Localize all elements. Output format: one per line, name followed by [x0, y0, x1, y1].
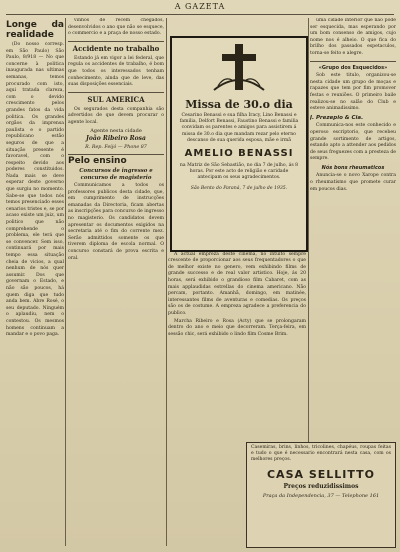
deceased-name: AMELIO BENASSI — [184, 148, 294, 160]
missa-title: Missa de 30.o dia — [185, 98, 293, 111]
article-body: Os segurados desta companhia são advertidos de que devem procurar o agente local. — [68, 106, 164, 125]
headline-longe: Longe da realidade — [6, 20, 64, 40]
missa-body: na Matriz de São Sebastião, no dia 7 de julho, ás 8 horas. Por este acto de religião e caridade antecipam os seus agradecimentos. — [179, 163, 299, 181]
headline-prezepio: J. Prezepio & Cia. — [310, 114, 364, 121]
headline-rheumaticos: Nós bons rheumaticos — [321, 164, 385, 171]
article-snippet: uma cidade interior que não pode ser esquecida, mas esperando por um bom consenso de amigos, cujo nome nos é alheio. O que fica do brilho dos passados espetaculos, torna-se feito e alegre. — [310, 18, 396, 56]
article-body: A actual empreza deste cinema, no intuito sempre crescente de proporcionar aos seus frequentadores o que de melhor existe no genero, vem exhibindo films de grande successo e de real valor artistico. Hoje, ás 20 horas, será exhibido o grandioso film Cabaret, com as mais applaudidas estrellas do cinema americano. Não percam, portanto. Amanhã, domingo, em matinée, interessantes films de aventuras e comedias. Os preços são os de costume. A empreza agradece a preferencia do publico. — [168, 251, 306, 316]
ad-lead-text: Casemiras, brins, linhos, tricolines, chapéus, roupas feitas e tudo o que é necessario encontrará nesta casa, com os melhores preços. — [251, 445, 391, 463]
article-body: (Do nosso corresp. em São Paulo) São Paulo, 8/918 — No que concerne à politica inaugurada nas ultimas semanas, temos procurado com isto, aqui tratada clareza, com o devido crescimento pelos grandes fatos da vida politica. Os grandes orgãos da imprensa paulista e o partido republicano estão seguros de que a situação presente é favoravel, com o respeito devido aos poderes constituidos. Nada mais se deve esperar deste governo que surgiu no momento. Sabe-se que todos nós temos presenciado esses cenarios tristes e, se por acaso existe um juiz, um politico que não comprehende o problema, ele terá que se convencer. Sem isso, continuará por mais tempo essa situação cheia de vicios, a qual nenhum de nós quer assumir. Dos que governam o Estado, e não são poucos, há quem diga que tudo anda bem. Abre Rosé, o seu deputado. Ninguém o aplaudiu, nem o contestou. Os mesmos homens continuam a mandar e o povo paga. — [6, 42, 64, 338]
ad-address: Praça da Independencia, 37 — Telephone 161 — [262, 492, 380, 499]
divider — [310, 61, 396, 62]
article-snippet: vinhos de recem chegados, desenvolvidos o ano que não se esquece, o commercio e a praça de nosso estado. — [68, 18, 164, 37]
article-body: Marcha Ribeiro e Rosa (Acty) que se prolongaram dentro do ano e meio que decorreram. Terça-feira, em sessão chic, será exhibido o lindo film Cosme Brim. — [168, 318, 306, 337]
cross-icon — [172, 38, 306, 96]
headline-sul-america: SUL AMERICA — [87, 94, 145, 104]
article-body: Anuncia-se o novo Xarope contra o rheumatismo que promete curar em poucos dias. — [310, 173, 396, 192]
article-body: Communicamos a todos os professores publicos desta cidade, que, em cumprimento de instrucções emanadas da Directoria, ficam abertas as inscripções para concurso de ingresso no magisterio. Os candidatos devem apresentar os documentos exigidos na secretaria até o fim do corrente mez. Serão admittidos somente os que tiverem diploma de escola normal. O concurso constará de prova escrita e oral. — [68, 183, 164, 261]
headline-pelo-ensino: Pelo ensino — [68, 156, 127, 167]
headline-accidente: Accidente no trabalho — [72, 43, 160, 53]
ad-store-name: CASA SELLITTO — [266, 467, 375, 481]
column-1 — [6, 18, 64, 546]
ad-tagline: Preços reduzidissimos — [283, 482, 359, 490]
advertisement-casa-sellitto — [246, 442, 396, 548]
article-body: Sob este titulo, organizou-se nesta cidade um grupo de moças e rapazes que tem por fim promover festas e reuniões. O primeiro baile realizou-se no salão do Club e esteve animadissimo. — [310, 73, 396, 112]
article-body: Estando já em vigor a lei federal, que regula os accidentes de trabalho, é bom que todos os interessados tenham conhecimento, ainda que de leve, das suas disposições essenciais. — [68, 55, 164, 88]
article-body: Communica-nos este conhecido e operoso escriptorio, que recebeu grande sortimento de artigos, estando apto a attender aos pedidos de seus freguezes com a presteza de sempre. — [310, 123, 396, 162]
column-2 — [68, 18, 164, 546]
missa-intro: Cesarino Benassi e sua filha Iracy, Lino Benassi e familia, Delfort Benassi, Faustino Benassi e familia convidam os parentes e amigos para assistirem á missa de 30.o dia que mandam rezar pelo eterno descanso de sua querida esposa, mãe e irmã — [179, 113, 299, 143]
top-rule — [6, 14, 394, 15]
headline-grupo: «Grupo dos Esquecidos» — [318, 64, 388, 71]
divider — [68, 41, 164, 42]
signature: João Ribeiro Rosa — [86, 135, 146, 143]
subheadline: Concursos de ingresso e concurso de magisterio — [79, 167, 153, 181]
agent-label: Agente nesta cidade — [90, 127, 142, 134]
agent-address: R. Rep. Feijó — Phone 87 — [85, 144, 147, 150]
column-divider — [65, 18, 66, 546]
column-divider — [166, 18, 167, 546]
obituary-notice — [170, 36, 308, 252]
divider — [68, 154, 164, 155]
masthead: A GAZETA — [174, 2, 226, 11]
missa-date: São Bento do Paraná, 7 de julho de 1935. — [190, 185, 288, 191]
divider — [68, 92, 164, 93]
